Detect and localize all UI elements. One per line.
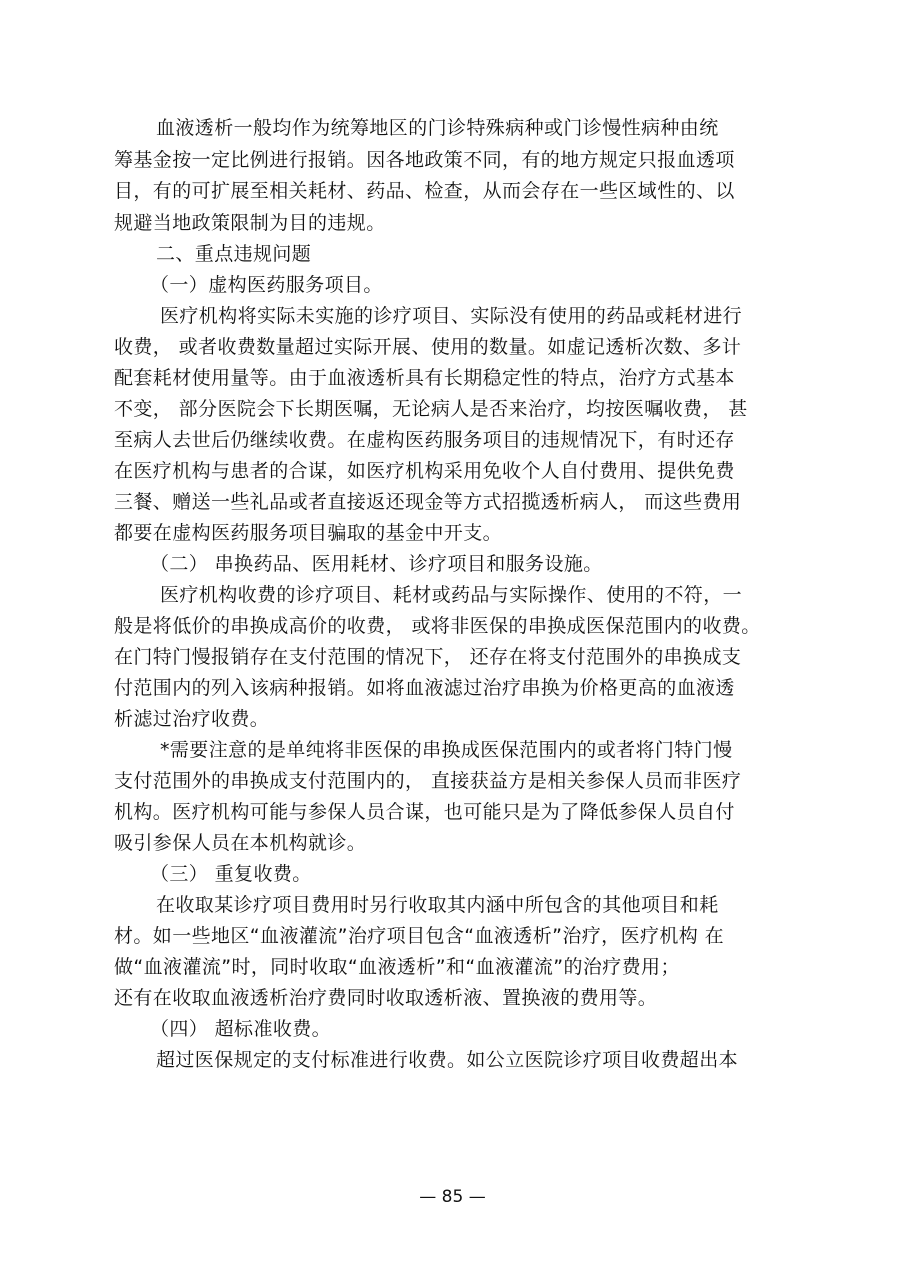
text-line: 规避当地政策限制为目的违规。 [114,212,386,234]
text-line: 筹基金按一定比例进行报销。因各地政策不同，有的地方规定只报血透项 [114,149,735,171]
text-line: 都要在虚构医药服务项目骗取的基金中开支。 [114,522,503,544]
note-line: 支付范围外的串换成支付范围内的， 直接获益方是相关参保人员而非医疗 [114,770,742,792]
page-number: — 85 — [419,1187,486,1207]
subsection-heading: （四） 超标准收费。 [150,1018,332,1040]
text-line: 析滤过治疗收费。 [114,708,270,730]
text-line: 至病人去世后仍继续收费。在虚构医药服务项目的违规情况下，有时还存 [114,429,735,451]
subsection-heading: （二） 串换药品、医用耗材、诊疗项目和服务设施。 [150,553,603,575]
text-line: 医疗机构将实际未实施的诊疗项目、实际没有使用的药品或耗材进行 [160,305,743,327]
section-heading: 二、重点违规问题 [156,243,312,265]
text-line: 血液透析一般均作为统筹地区的门诊特殊病种或门诊慢性病种由统 [156,117,719,139]
text-line: 在医疗机构与患者的合谋，如医疗机构采用免收个人自付费用、提供免费 [114,460,735,482]
note-line: 吸引参保人员在本机构就诊。 [114,832,367,854]
text-line: 收费， 或者收费数量超过实际开展、使用的数量。如虚记透析次数、多计 [114,336,742,358]
text-line: 配套耗材使用量等。由于血液透析具有长期稳定性的特点，治疗方式基本 [114,367,735,389]
text-line: 材。如一些地区“血液灌流”治疗项目包含“血液透析”治疗，医疗机构 在 [114,925,725,947]
text-line: 三餐、赠送一些礼品或者直接返还现金等方式招揽透析病人， 而这些费用 [114,491,742,513]
text-line: 付范围内的列入该病种报销。如将血液滤过治疗串换为价格更高的血液透 [114,677,735,699]
subsection-heading: （一）虚构医药服务项目。 [150,274,383,296]
text-line: 在收取某诊疗项目费用时另行收取其内涵中所包含的其他项目和耗 [156,894,719,916]
text-line: 般是将低价的串换成高价的收费， 或将非医保的串换成医保范围内的收费。 [114,615,761,637]
subsection-heading: （三） 重复收费。 [150,863,312,885]
text-line: 目，有的可扩展至相关耗材、药品、检查，从而会存在一些区域性的、以 [114,180,735,202]
text-line: 不变， 部分医院会下长期医嘱，无论病人是否来治疗，均按医嘱收费， 甚 [114,398,748,420]
note-line: 机构。医疗机构可能与参保人员合谋，也可能只是为了降低参保人员自付 [114,801,735,823]
text-line: 还有在收取血液透析治疗费同时收取透析液、置换液的费用等。 [114,987,658,1009]
text-line: 在门特门慢报销存在支付范围的情况下， 还存在将支付范围外的串换成支 [114,646,742,668]
text-line: 超过医保规定的支付标准进行收费。如公立医院诊疗项目收费超出本 [156,1049,739,1071]
text-line: 做“血液灌流”时，同时收取“血液透析”和“血液灌流”的治疗费用； [114,956,680,978]
note-line: *需要注意的是单纯将非医保的串换成医保范围内的或者将门特门慢 [160,739,733,761]
text-line: 医疗机构收费的诊疗项目、耗材或药品与实际操作、使用的不符，一 [160,584,743,606]
